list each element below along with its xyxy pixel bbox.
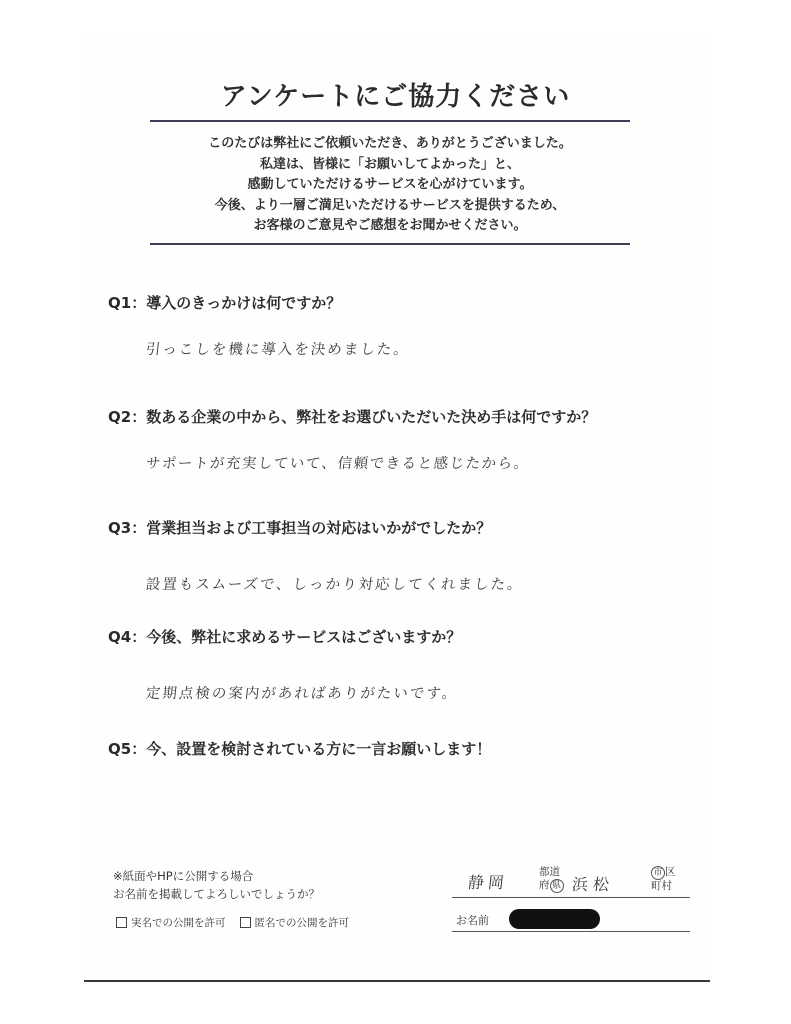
intro-line: 今後、より一層ご満足いただけるサービスを提供するため、 (214, 197, 566, 213)
circled-shi: 市 (651, 866, 665, 880)
publication-notice (113, 867, 320, 903)
publication-options (116, 915, 349, 930)
intro-line: お客様のご意見やご感想をお聞かせください。 (253, 218, 527, 233)
page-title: アンケートにご協力ください (220, 82, 571, 112)
divider-top (150, 120, 630, 122)
suffix-fu: 府 (539, 879, 550, 891)
question-2: Q2：数ある企業の中から、弊社をお選びいただいた決め手は何ですか？ (108, 408, 597, 426)
suffix-ku: 区 (665, 866, 676, 878)
answer-1: 引っこしを機に導入を決めました。 (145, 342, 411, 358)
name-label: お名前 (456, 914, 489, 927)
suffix-top: 都道 (539, 866, 560, 878)
intro-line: 私達は、皆様に「お願いしてよかった」と、 (259, 156, 520, 172)
answer-3: 設置もスムーズで、しっかり対応してくれました。 (145, 577, 525, 593)
suffix-top (651, 866, 676, 880)
notice-line: お名前を掲載してよろしいでしょうか？ (113, 887, 320, 901)
answer-2: サポートが充実していて、信頼できると感じたから。 (145, 456, 531, 472)
prefecture-suffix (539, 866, 564, 893)
answer-4: 定期点検の案内があればありがたいです。 (145, 686, 460, 702)
suffix-bottom: 町村 (651, 880, 672, 892)
option-label: 匿名での公開を許可 (254, 917, 349, 929)
question-3: Q3：営業担当および工事担当の対応はいかがでしたか？ (108, 519, 492, 537)
name-underline (452, 931, 690, 932)
divider-bottom (150, 243, 630, 245)
option-anonymous[interactable] (240, 915, 350, 930)
intro-line: 感動していただけるサービスを心がけています。 (247, 177, 533, 192)
notice-line: ※紙面やHPに公開する場合 (113, 869, 254, 883)
question-4: Q4：今後、弊社に求めるサービスはございますか？ (108, 628, 462, 646)
option-real-name[interactable] (116, 915, 226, 930)
redacted-name (509, 909, 600, 929)
prefecture-handwritten: 静岡 (466, 873, 509, 892)
address-underline (452, 897, 690, 898)
circled-ken: 県 (550, 879, 564, 893)
question-5: Q5：今、設置を検討されている方に一言お願いします！ (108, 740, 492, 758)
question-1: Q1：導入のきっかけは何ですか？ (108, 294, 342, 312)
intro-line: このたびは弊社にご依頼いただき、ありがとうございました。 (208, 136, 572, 151)
option-label: 実名での公開を許可 (131, 917, 226, 929)
city-suffix (651, 866, 676, 893)
suffix-bottom (539, 879, 564, 893)
city-handwritten: 浜松 (570, 875, 615, 894)
checkbox[interactable] (116, 917, 127, 928)
intro-text (150, 134, 630, 237)
checkbox[interactable] (240, 917, 251, 928)
